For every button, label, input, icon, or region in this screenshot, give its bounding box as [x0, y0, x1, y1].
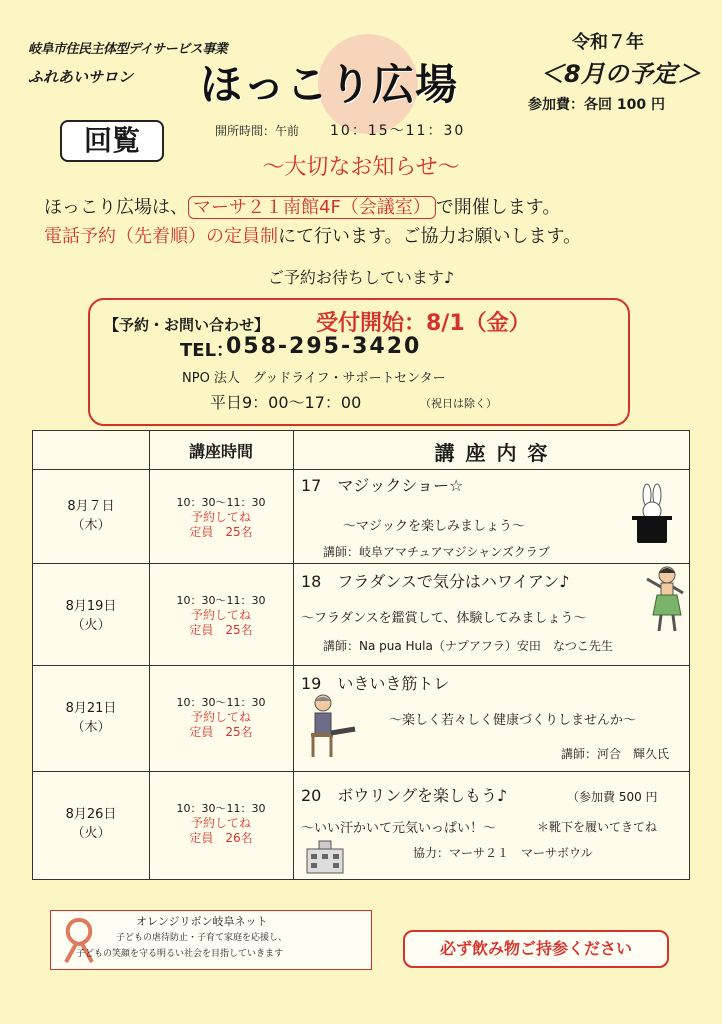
- salon-name: ふれあいサロン: [28, 68, 134, 86]
- date: 8月21日: [65, 701, 117, 716]
- notice-line-1-pre: ほっこり広場は、: [44, 197, 188, 218]
- row-4-lecturer: 協力：マーサ２１ マーサボウル: [413, 846, 593, 860]
- fee-label: 参加費：各回 100 円: [528, 97, 665, 113]
- time-range: 10：30～11：30: [176, 594, 266, 607]
- row-4-note: ＊靴下を履いてきてね: [537, 820, 658, 834]
- row-3-time: [149, 695, 293, 740]
- magic-hat-rabbit-icon: [629, 483, 675, 549]
- phone-reservation-text: 電話予約（先着順）: [44, 226, 206, 247]
- row-2-lecturer: 講師：Na pua Hula（ナプアフラ）安田 なつこ先生: [323, 639, 613, 653]
- ribbon-text-2: 子どもの笑顔を守る明るい社会を目指していきます: [76, 949, 284, 959]
- month-label: ＜8月の予定＞: [540, 60, 701, 88]
- row-1-title: 17 マジックショー☆: [301, 476, 464, 495]
- date: 8月26日: [65, 807, 117, 822]
- row-2-sub: ～フラダンスを鑑賞して、体験してみましょう～: [301, 611, 587, 626]
- time-range: 10：30～11：30: [176, 802, 266, 815]
- row-4-time: [149, 801, 293, 846]
- hours-value: 10：15～11：30: [330, 123, 466, 139]
- row-3-date: [33, 699, 149, 737]
- notice-title: ～大切なお知らせ～: [262, 155, 460, 180]
- row-1-time: [149, 495, 293, 540]
- schedule-table: [32, 430, 690, 880]
- header-content: 講 座 内 容: [434, 441, 550, 465]
- row-3-title: 19 いきいき筋トレ: [301, 674, 450, 693]
- row-2-date: [33, 597, 149, 635]
- page-title: ほっこり広場: [200, 60, 459, 109]
- weekday: （木）: [71, 518, 111, 533]
- tel-number[interactable]: 058-295-3420: [226, 334, 422, 359]
- weekday: （木）: [71, 720, 111, 735]
- row-2-title: 18 フラダンスで気分はハワイアン♪: [301, 572, 570, 591]
- contact-label: 【予約・お問い合わせ】: [104, 316, 270, 334]
- seated-exercise-icon: [303, 693, 359, 759]
- row-divider: [33, 665, 689, 666]
- hours-label: 開所時間：午前: [215, 124, 300, 138]
- reserve-note: 予約してね: [190, 608, 251, 622]
- organization-name: 岐阜市住民主体型デイサービス事業: [28, 42, 228, 57]
- ribbon-text-1: 子どもの虐待防止・子育て家庭を応援し、: [116, 933, 288, 943]
- date: 8月７日: [67, 499, 115, 514]
- row-3-lecturer: 講師：河合 輝久氏: [561, 747, 670, 761]
- notice-line-2: [44, 222, 581, 248]
- weekday: （火）: [71, 826, 111, 841]
- time-range: 10：30～11：30: [176, 496, 266, 509]
- row-4-date: [33, 805, 149, 843]
- row-divider: [33, 469, 689, 470]
- bowling-building-icon: [303, 839, 347, 875]
- row-4-title: 20 ボウリングを楽しもう♪: [301, 786, 508, 805]
- reserve-note: 予約してね: [190, 510, 251, 524]
- hula-dancer-icon: [645, 563, 685, 633]
- weekday-hours: 平日9：00～17：00: [210, 393, 362, 412]
- holiday-note: （祝日は除く）: [420, 397, 497, 410]
- row-1-sub: ～マジックを楽しみましょう～: [343, 519, 526, 534]
- venue-text: マーサ２１南館4F（会議室）: [188, 196, 436, 219]
- accept-start: 受付開始：8/1（金）: [316, 311, 531, 336]
- notice-line-1: [44, 193, 560, 219]
- capacity: 定員 25名: [189, 725, 253, 739]
- capacity: 定員 25名: [189, 623, 253, 637]
- notice-line-1-post: で開催します。: [435, 197, 561, 218]
- capacity-system-text: の定員制: [206, 226, 278, 247]
- row-divider: [33, 771, 689, 772]
- capacity: 定員 25名: [189, 525, 253, 539]
- row-1-date: [33, 497, 149, 535]
- date: 8月19日: [65, 599, 117, 614]
- notice-line-2-post: にて行います。ご協力お願いします。: [278, 226, 582, 247]
- row-4-sub: ～いい汗かいて元気いっぱい！～: [301, 821, 497, 836]
- reserve-note: 予約してね: [190, 710, 251, 724]
- capacity: 定員 26名: [189, 831, 253, 845]
- row-divider: [33, 563, 689, 564]
- waiting-message: ご予約お待ちしています♪: [267, 268, 455, 287]
- ribbon-title: オレンジリボン岐阜ネット: [136, 915, 268, 928]
- drink-reminder: 必ず飲み物ご持参ください: [403, 930, 669, 968]
- year-label: 令和７年: [572, 32, 644, 53]
- weekday: （火）: [71, 618, 111, 633]
- time-range: 10：30～11：30: [176, 696, 266, 709]
- row-4-fee: （参加費 500 円: [567, 790, 658, 804]
- reserve-note: 予約してね: [190, 816, 251, 830]
- row-2-time: [149, 593, 293, 638]
- header-time: 講座時間: [188, 442, 253, 461]
- row-1-lecturer: 講師：岐阜アマチュアマジシャンズクラブ: [323, 545, 550, 559]
- row-3-sub: ～楽しく若々しく健康づくりしませんか～: [389, 713, 637, 728]
- tel-label: TEL：: [180, 340, 235, 361]
- kairan-badge: 回覧: [60, 120, 164, 162]
- npo-name: NPO 法人 グッドライフ・サポートセンター: [182, 371, 446, 386]
- column-divider: [293, 431, 294, 879]
